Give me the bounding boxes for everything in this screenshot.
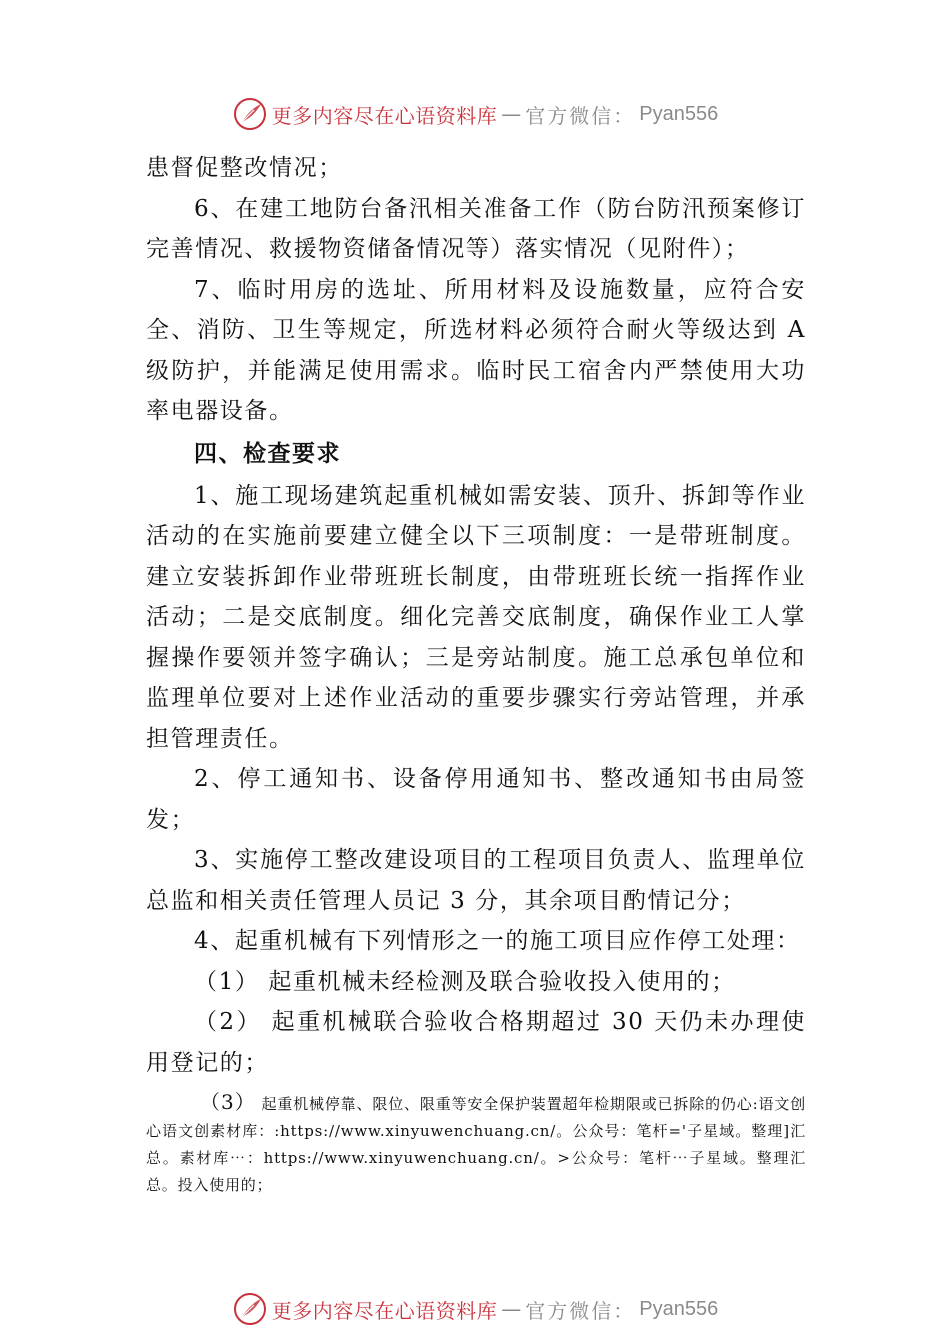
header-watermark bbox=[0, 92, 950, 136]
footer-watermark bbox=[0, 1287, 950, 1331]
case-3-number: （3） bbox=[200, 1090, 256, 1114]
feather-logo-icon bbox=[232, 96, 268, 132]
requirement-4: 4、起重机械有下列情形之一的施工项目应作停工处理： bbox=[194, 928, 801, 954]
list-item-6: 6、在建工地防台备汛相关准备工作（防台防汛预案修订完善情况、救援物资储备情况等）落实情况（见附件）； bbox=[146, 195, 806, 262]
case-3-text: 起重机械停靠、限位、限重等安全保护装置超年检期限或已拆除的仍心:语文创心语文创素材库：:https://www.xinyuwenchuang.cn/。公众号：笔杆='子星域。整理]汇总。素材库⋯：https://www.xinyuwenchuang.cn/。>公众号：笔杆⋯子星域。整理汇总。投入使用的； bbox=[146, 1095, 806, 1194]
requirement-1: 1、施工现场建筑起重机械如需安装、顶升、拆卸等作业活动的在实施前要建立健全以下三项制度：一是带班制度。 建立安装拆卸作业带班班长制度，由带班班长统一指挥作业活动；二是交底制度。细化完善交底制度，确保作业工人掌握操作要领并签字确认；三是旁站制度。施工总承包单位和监理单位要对上述作业活动的重要步骤实行旁站管理，并承担管理责任。 bbox=[146, 482, 806, 752]
watermark-official-label: 官方微信： bbox=[525, 1298, 636, 1323]
watermark-promo-text: 更多内容尽在心语资料库 bbox=[271, 103, 498, 128]
requirement-3: 3、实施停工整改建设项目的工程项目负责人、监理单位总监和相关责任管理人员记 3 分，其余项目酌情记分； bbox=[146, 847, 806, 914]
document-body bbox=[146, 148, 806, 1199]
case-2: （2） 起重机械联合验收合格期超过 30 天仍未办理使用登记的； bbox=[146, 1009, 806, 1076]
requirement-2: 2、停工通知书、设备停用通知书、整改通知书由局签发； bbox=[146, 766, 806, 833]
watermark-wechat-id: Pyan556 bbox=[639, 102, 719, 125]
feather-logo-icon bbox=[232, 1291, 268, 1327]
watermark-promo-text: 更多内容尽在心语资料库 bbox=[271, 1298, 498, 1323]
watermark-official-label: 官方微信： bbox=[525, 103, 636, 128]
section-heading: 四、检查要求 bbox=[194, 440, 341, 467]
watermark-dash: — bbox=[501, 1297, 522, 1321]
case-1: （1） 起重机械未经检测及联合验收投入使用的； bbox=[194, 968, 736, 995]
watermark-wechat-id: Pyan556 bbox=[639, 1297, 719, 1320]
case-3 bbox=[146, 1089, 806, 1199]
paragraph-continuation: 患督促整改情况； bbox=[146, 155, 343, 181]
list-item-7: 7、临时用房的选址、所用材料及设施数量，应符合安全、消防、卫生等规定，所选材料必须符合耐火等级达到 A 级防护，并能满足使用需求。临时民工宿舍内严禁使用大功率电器设备。 bbox=[146, 276, 806, 424]
watermark-dash: — bbox=[501, 102, 522, 126]
